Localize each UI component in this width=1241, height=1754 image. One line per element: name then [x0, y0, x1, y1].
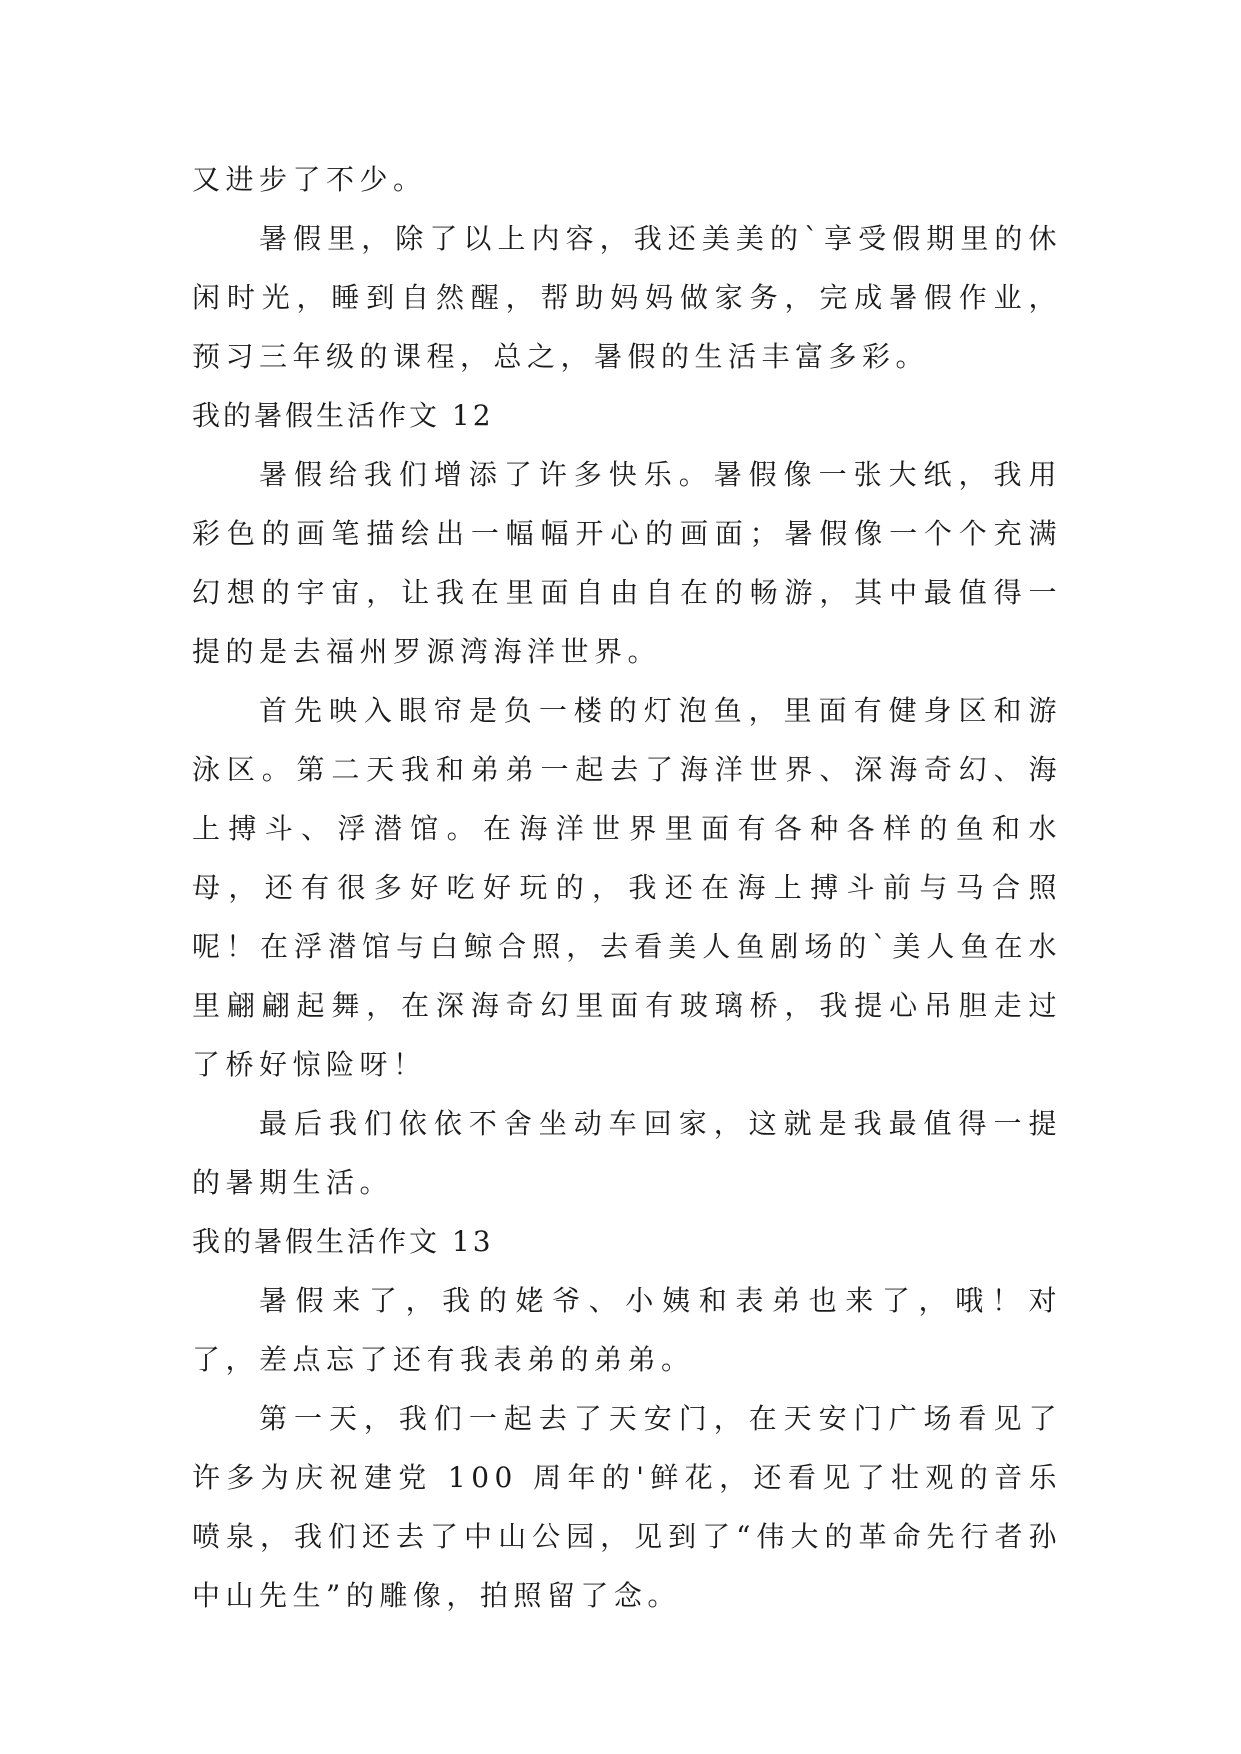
paragraph: 暑假给我们增添了许多快乐。暑假像一张大纸，我用彩色的画笔描绘出一幅幅开心的画面；暑假像一个个充满幻想的宇宙，让我在里面自由自在的畅游，其中最值得一提的是去福州罗源湾海洋世界。: [192, 458, 1062, 668]
paragraph: 又进步了不少。: [192, 163, 427, 196]
section-heading: 我的暑假生活作文 13: [192, 1225, 494, 1258]
document-body: [192, 150, 1062, 1625]
paragraph: 暑假来了，我的姥爷、小姨和表弟也来了，哦！对了，差点忘了还有我表弟的弟弟。: [192, 1284, 1062, 1376]
paragraph: 首先映入眼帘是负一楼的灯泡鱼，里面有健身区和游泳区。第二天我和弟弟一起去了海洋世界、深海奇幻、海上搏斗、浮潜馆。在海洋世界里面有各种各样的鱼和水母，还有很多好吃好玩的，我还在海上搏斗前与马合照呢！在浮潜馆与白鲸合照，去看美人鱼剧场的`美人鱼在水里翩翩起舞，在深海奇幻里面有玻璃桥，我提心吊胆走过了桥好惊险呀！: [192, 694, 1062, 1081]
paragraph: 第一天，我们一起去了天安门，在天安门广场看见了许多为庆祝建党 100 周年的'鲜花，还看见了壮观的音乐喷泉，我们还去了中山公园，见到了“伟大的革命先行者孙中山先生”的雕像，拍照留了念。: [192, 1402, 1062, 1612]
paragraph: 最后我们依依不舍坐动车回家，这就是我最值得一提的暑期生活。: [192, 1107, 1062, 1199]
section-heading: 我的暑假生活作文 12: [192, 399, 494, 432]
paragraph: 暑假里，除了以上内容，我还美美的`享受假期里的休闲时光，睡到自然醒，帮助妈妈做家务，完成暑假作业，预习三年级的课程，总之，暑假的生活丰富多彩。: [192, 222, 1062, 373]
